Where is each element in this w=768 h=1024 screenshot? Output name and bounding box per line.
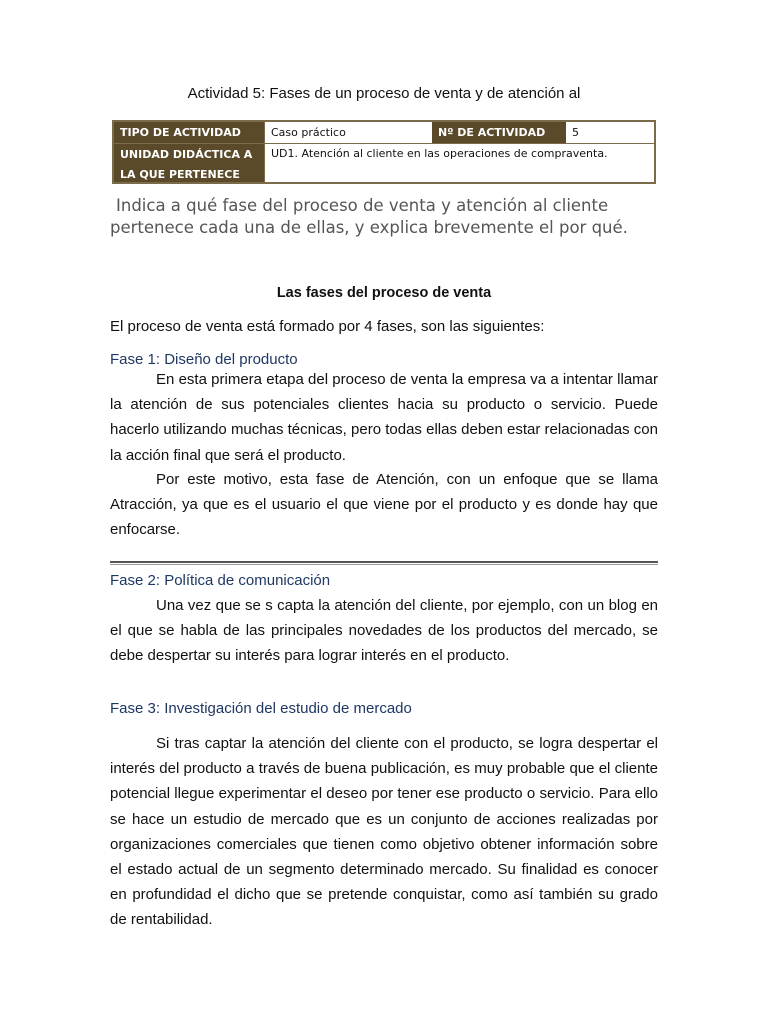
unit-label-line2: LA QUE PERTENECE [120, 168, 240, 181]
phase1-paragraph2 [110, 467, 658, 543]
unit-label [114, 143, 264, 182]
phase3-heading: Fase 3: Investigación del estudio de mercado [110, 700, 412, 717]
activity-prompt [110, 195, 670, 239]
document-title: Actividad 5: Fases de un proceso de venta y de atención al [187, 85, 581, 102]
activity-type-label: TIPO DE ACTIVIDAD [114, 122, 264, 143]
section-divider [110, 561, 658, 565]
phase1-paragraph1-text: En esta primera etapa del proceso de venta la empresa va a intentar llamar la atención de sus potenciales clientes hacia su producto o servicio. Puede hacerlo utilizando muchas técnicas, pero todas ellas deben estar relacionadas con la acción final que será el producto. [110, 371, 658, 464]
intro-text: El proceso de venta está formado por 4 fases, son las siguientes: [110, 318, 545, 335]
phase2-heading: Fase 2: Política de comunicación [110, 572, 331, 589]
phase1-paragraph2-text: Por este motivo, esta fase de Atención, con un enfoque que se llama Atracción, ya que es el usuario el que viene por el producto y es donde hay que enfocarse. [110, 471, 658, 539]
activity-type-value: Caso práctico [264, 122, 432, 143]
phase3-paragraph1 [110, 731, 658, 933]
phase1-heading: Fase 1: Diseño del producto [110, 351, 298, 368]
phase3-paragraph1-text: Si tras captar la atención del cliente con el producto, se logra despertar el interés del producto a través de buena publicación, es muy probable que el cliente potencial llegue experimentar el deseo por tener ese producto o servicio. Para ello se hace un estudio de mercado que es un conjunto de acciones realizadas por organizaciones comerciales que tienen como objetivo obtener información sobre el estado actual de un segmento determinado mercado. Su finalidad es conocer en profundidad el dicho que se pretende conquistar, como así también su grado de rentabilidad. [110, 735, 658, 929]
phase2-paragraph1-text: Una vez que se s capta la atención del cliente, por ejemplo, con un blog en el que se habla de las principales novedades de los productos del mercado, se debe despertar su interés para lograr interés en el producto. [110, 597, 658, 665]
unit-label-line1: UNIDAD DIDÁCTICA A [120, 148, 253, 161]
activity-info-table [112, 120, 656, 184]
activity-number-label: Nº DE ACTIVIDAD [432, 122, 566, 143]
activity-number-value: 5 [572, 126, 579, 139]
unit-value: UD1. Atención al cliente en las operaciones de compraventa. [264, 143, 654, 182]
phase2-paragraph1 [110, 593, 658, 669]
prompt-line1: Indica a qué fase del proceso de venta y atención al cliente [116, 196, 609, 215]
phase1-paragraph1 [110, 367, 658, 468]
section-title: Las fases del proceso de venta [276, 285, 492, 301]
prompt-line2: pertenece cada una de ellas, y explica brevemente el por qué. [110, 218, 628, 237]
